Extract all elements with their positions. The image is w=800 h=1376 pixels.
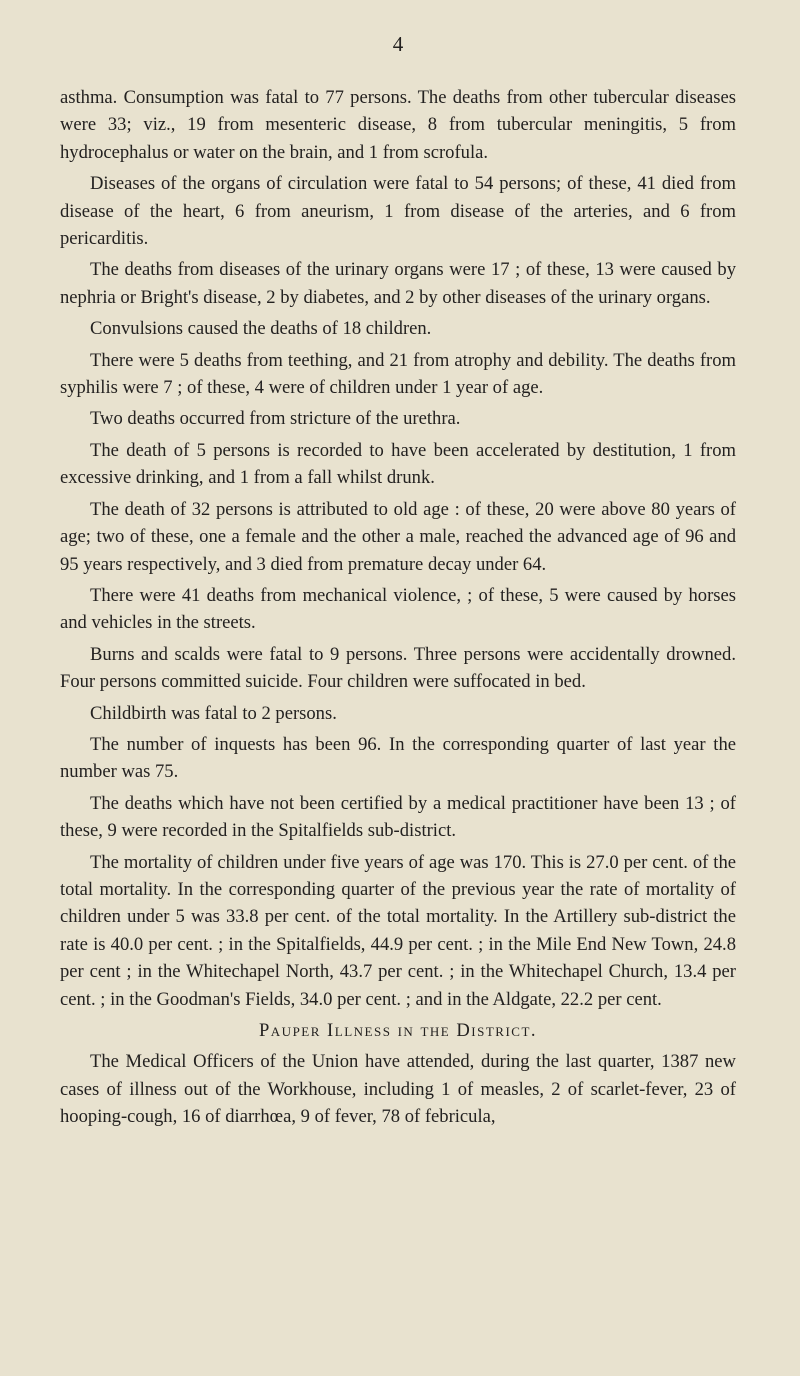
paragraph-urethra: Two deaths occurred from stricture of the urethra.	[90, 408, 461, 430]
paragraph-circulation: Diseases of the organs of circulation were fatal to 54 persons; of these, 41 died from disease of the heart, 6 from aneurism, 1 from disease of the arteries, and 6 from pericarditis.	[60, 173, 736, 250]
paragraph-teething-syphilis: There were 5 deaths from teething, and 21 from atrophy and debility. The deaths from syphilis were 7 ; of these, 4 were of children under 1 year of age.	[60, 349, 736, 399]
paragraph-inquests: The number of inquests has been 96. In the corresponding quarter of last year the number was 75.	[60, 733, 736, 783]
paragraph-uncertified: The deaths which have not been certified by a medical practitioner have been 13 ; of these, 9 were recorded in the Spitalfields sub-district.	[60, 792, 736, 842]
paragraph-consumption: asthma. Consumption was fatal to 77 persons. The deaths from other tubercular diseases were 33; viz., 19 from mesenteric disease, 8 from tubercular meningitis, 5 from hydrocephalus or water on the brain, and 1 from scrofula.	[60, 87, 736, 163]
paragraph-mechanical-violence: There were 41 deaths from mechanical violence, ; of these, 5 were caused by horses and vehicles in the streets.	[60, 584, 736, 634]
page-number: 4	[392, 32, 404, 56]
paragraph-convulsions: Convulsions caused the deaths of 18 children.	[90, 318, 432, 340]
paragraph-child-mortality: The mortality of children under five years of age was 170. This is 27.0 per cent. of the total mortality. In the corresponding quarter of the previous year the rate of mortality of children under 5 was 33.8 per cent. of the total mortality. In the Artillery sub-district the rate is 40.0 per cent. ; in the Spitalfields, 44.9 per cent. ; in the Mile End New Town, 24.8 per cent ; in the Whitechapel North, 43.7 per cent. ; in the Whitechapel Church, 13.4 per cent. ; in the Goodman's Fields, 34.0 per cent. ; and in the Aldgate, 22.2 per cent.	[60, 851, 736, 1010]
paragraph-pauper-illness: The Medical Officers of the Union have attended, during the last quarter, 1387 new cases of illness out of the Workhouse, including 1 of measles, 2 of scarlet-fever, 23 of hooping-cough, 16 of diarrhœa, 9 of fever, 78 of febricula,	[60, 1051, 736, 1128]
paragraph-destitution: The death of 5 persons is recorded to have been accelerated by destitution, 1 from excessive drinking, and 1 from a fall whilst drunk.	[60, 439, 736, 489]
paragraph-childbirth: Childbirth was fatal to 2 persons.	[90, 702, 337, 724]
paragraph-burns-drowning: Burns and scalds were fatal to 9 persons. Three persons were accidentally drowned. Four persons committed suicide. Four children were suffocated in bed.	[60, 643, 736, 693]
paragraph-urinary: The deaths from diseases of the urinary organs were 17 ; of these, 13 were caused by nephria or Bright's disease, 2 by diabetes, and 2 by other diseases of the urinary organs.	[60, 259, 736, 308]
section-heading: Pauper Illness in the District.	[258, 1020, 538, 1041]
paragraph-old-age: The death of 32 persons is attributed to old age : of these, 20 were above 80 years of age; two of these, one a female and the other a male, reached the advanced age of 96 and 95 years respectively, and 3 died from premature decay under 64.	[60, 498, 736, 575]
document-page	[60, 32, 736, 1135]
